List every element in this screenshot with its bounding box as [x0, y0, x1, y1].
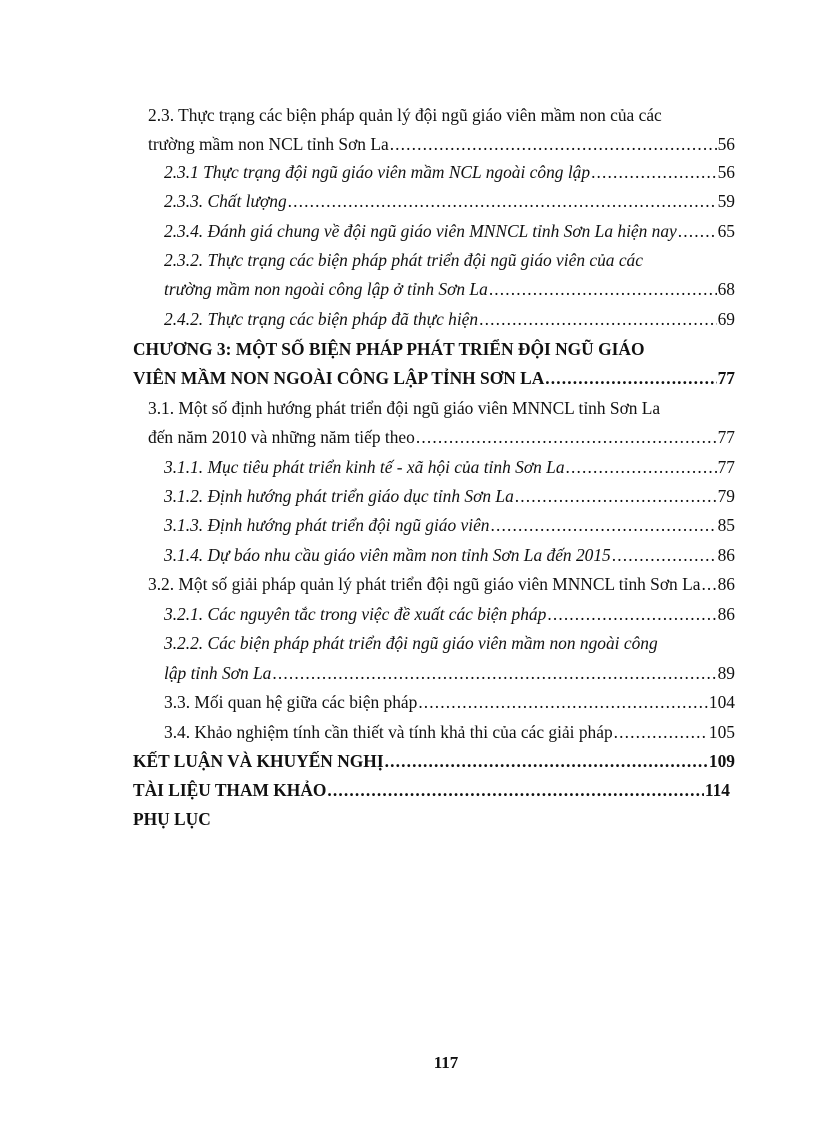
dot-leader [418, 688, 708, 716]
dot-leader [491, 511, 717, 539]
toc-entry-title: 3.1. Một số định hướng phát triển đội ngũ giáo viên MNNCL tỉnh Sơn La [148, 398, 661, 418]
toc-page-number: 56 [717, 134, 735, 154]
toc-line [148, 394, 816, 422]
toc-entry-title: 3.4. Khảo nghiệm tính cần thiết và tính khả thi của các giải pháp [164, 722, 613, 742]
dot-leader [288, 187, 717, 215]
toc-entry-title: 3.1.4. Dự báo nhu cầu giáo viên mầm non tỉnh Sơn La đến 2015 [164, 545, 611, 565]
toc-page-number: 86 [717, 574, 735, 594]
toc-line [164, 246, 816, 274]
toc-entry-title: 2.3.3. Chất lượng [164, 191, 287, 211]
toc-entry[interactable] [164, 275, 816, 303]
toc-entry-title: 3.2.2. Các biện pháp phát triển đội ngũ giáo viên mầm non ngoài công [164, 633, 658, 653]
toc-page-number: 105 [708, 722, 735, 742]
toc-entry[interactable] [164, 659, 816, 687]
dot-leader [385, 747, 708, 775]
toc-entry-title: đến năm 2010 và những năm tiếp theo [148, 427, 415, 447]
toc-entry[interactable] [164, 600, 816, 628]
page-number: 117 [433, 1053, 459, 1072]
toc-entry[interactable] [164, 541, 816, 569]
toc-entry-title: 3.1.2. Định hướng phát triển giáo dục tỉnh Sơn La [164, 486, 514, 506]
dot-leader [678, 217, 717, 245]
toc-entry[interactable] [133, 776, 816, 804]
toc-entry[interactable] [164, 305, 816, 333]
toc-entry[interactable] [164, 217, 816, 245]
dot-leader [515, 482, 717, 510]
toc-chapter-title: PHỤ LỤC [133, 809, 211, 829]
toc-page-number: 77 [717, 427, 735, 447]
toc-entry[interactable] [164, 453, 816, 481]
dot-leader [614, 718, 708, 746]
toc-page-number: 109 [708, 751, 735, 771]
toc-entry-title: 3.1.3. Định hướng phát triển đội ngũ giáo viên [164, 515, 490, 535]
toc-page-number: 79 [717, 486, 735, 506]
toc-entry[interactable] [133, 364, 816, 392]
toc-page-number: 68 [717, 279, 735, 299]
toc-entry[interactable] [164, 718, 816, 746]
toc-entry[interactable] [133, 747, 816, 775]
toc-line [133, 335, 816, 363]
toc-page-number: 77 [717, 457, 735, 477]
toc-entry-title: 3.2. Một số giải pháp quản lý phát triển đội ngũ giáo viên MNNCL tỉnh Sơn La [148, 574, 701, 594]
toc-page-number: 59 [717, 191, 735, 211]
toc-page-number: 114 [704, 780, 730, 800]
toc-entry-title: trường mầm non NCL tỉnh Sơn La [148, 134, 389, 154]
toc-page-number: 86 [717, 545, 735, 565]
dot-leader [612, 541, 717, 569]
toc-entry-title: trường mầm non ngoài công lập ở tỉnh Sơn La [164, 279, 488, 299]
toc-line [148, 101, 816, 129]
toc-entry-title: 2.3.1 Thực trạng đội ngũ giáo viên mầm NCL ngoài công lập [164, 162, 591, 182]
dot-leader [489, 275, 717, 303]
toc-entry[interactable] [148, 570, 816, 598]
toc-page-number: 65 [717, 221, 735, 241]
toc-entry[interactable] [164, 688, 816, 716]
toc-entry-title: 3.1.1. Mục tiêu phát triển kinh tế - xã hội của tỉnh Sơn La [164, 457, 565, 477]
dot-leader [545, 364, 716, 392]
toc-page-number: 86 [717, 604, 735, 624]
toc-entry[interactable] [164, 511, 816, 539]
dot-leader [479, 305, 717, 333]
toc-chapter-title: VIÊN MẦM NON NGOÀI CÔNG LẬP TỈNH SƠN LA [133, 368, 545, 388]
dot-leader [701, 570, 716, 598]
toc-entry[interactable] [164, 158, 816, 186]
toc-entry-title: lập tỉnh Sơn La [164, 663, 272, 683]
toc-entry-title: 2.3. Thực trạng các biện pháp quản lý đội ngũ giáo viên mầm non của các [148, 105, 662, 125]
dot-leader [591, 158, 717, 186]
toc-chapter-title: CHƯƠNG 3: MỘT SỐ BIỆN PHÁP PHÁT TRIỂN ĐỘI NGŨ GIÁO [133, 339, 645, 359]
toc-entry-title: 2.3.4. Đánh giá chung về đội ngũ giáo viên MNNCL tỉnh Sơn La hiện nay [164, 221, 677, 241]
dot-leader [566, 453, 717, 481]
dot-leader [390, 130, 717, 158]
toc-page-number: 69 [717, 309, 735, 329]
toc-page-number: 56 [717, 162, 735, 182]
dot-leader [416, 423, 717, 451]
toc-entry-title: 2.3.2. Thực trạng các biện pháp phát triển đội ngũ giáo viên của các [164, 250, 643, 270]
dot-leader [272, 659, 716, 687]
toc-page-number: 89 [717, 663, 735, 683]
toc-page-number: 85 [717, 515, 735, 535]
toc-page-number: 77 [717, 368, 735, 388]
toc-entry-title: 2.4.2. Thực trạng các biện pháp đã thực hiện [164, 309, 479, 329]
toc-entry-title: 3.2.1. Các nguyên tắc trong việc đề xuất các biện pháp [164, 604, 547, 624]
toc-entry[interactable] [133, 805, 816, 833]
toc-chapter-title: KẾT LUẬN VÀ KHUYẾN NGHỊ [133, 751, 384, 771]
toc-entry[interactable] [148, 130, 816, 158]
toc-entry[interactable] [164, 482, 816, 510]
toc-page-number: 104 [708, 692, 735, 712]
dot-leader [547, 600, 716, 628]
toc-entry-title: 3.3. Mối quan hệ giữa các biện pháp [164, 692, 418, 712]
toc-entry[interactable] [148, 423, 816, 451]
toc-entry[interactable] [164, 187, 816, 215]
dot-leader [327, 776, 703, 804]
toc-chapter-title: TÀI LIỆU THAM KHẢO [133, 780, 327, 800]
toc-line [164, 629, 816, 657]
